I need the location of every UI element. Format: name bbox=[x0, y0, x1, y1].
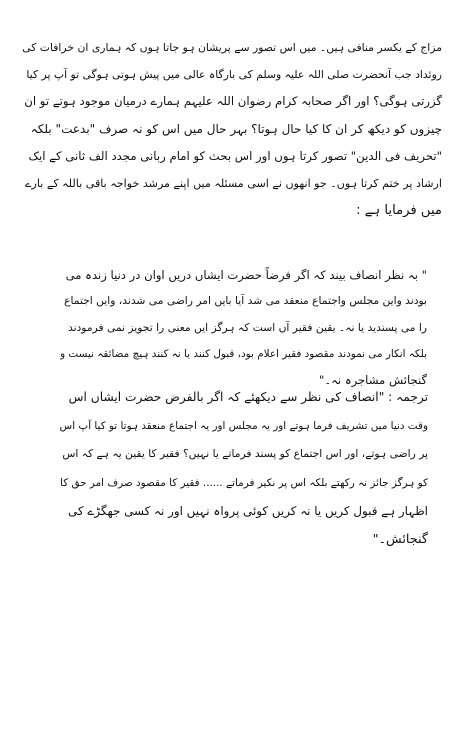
urdu-translation-line: ترجمہ : "انصاف کی نظر سے دیکھئے کہ اگر بالفرض حضرت ایشاں اس bbox=[68, 390, 428, 404]
urdu-translation-line: کو ہرگز جائز نہ رکھتے بلکہ اس پر نکیر فرماتے ...... فقیر کا مقصود صرف امر حق کا bbox=[60, 476, 428, 489]
body-line: میں فرمایا ہے : bbox=[356, 203, 442, 219]
persian-quote-line: بلکہ انکار می نمودند مقصود فقیر اعلام بود، قبول کنند یا نہ کنند ہیچ مضائقہ نیست و bbox=[60, 347, 427, 360]
urdu-translation-line: وقت دنیا میں تشریف فرما ہوتے اور یہ مجلس اور یہ اجتماع منعقد ہوتا تو کیا آپ اس bbox=[60, 419, 428, 432]
body-line: چیزوں کو دیکھ کر ان کا کیا حال ہوتا؟ بہر حال میں اس کو نہ صرف "بدعت" بلکہ bbox=[30, 121, 442, 136]
urdu-translation-line: پر راضی ہوتے، اور اس اجتماع کو پسند فرماتے یا نہیں؟ فقیر کا یقین یہ ہے کہ اس bbox=[62, 447, 428, 460]
persian-quote bbox=[60, 262, 427, 393]
persian-quote-line: گنجائش مشاجرہ نہ۔" bbox=[318, 373, 427, 388]
urdu-translation-line: اظہار ہے قبول کریں یا نہ کریں کوئی پرواہ نہیں اور نہ کسی جھگڑے کی bbox=[68, 504, 428, 518]
persian-quote-line: " بہ نظر انصاف بیند کہ اگر فرضاً حضرت ایشاں دریں اوان در دنیا زندہ می bbox=[65, 268, 427, 282]
persian-quote-line: بودند واین مجلس واجتماع منعقد می شد آیا بایں امر راضی می شدند، وایں اجتماع bbox=[64, 294, 427, 308]
body-line: ارشاد پر ختم کرتا ہوں۔ جو انھوں نے اسی مسئلہ میں اپنے مرشد خواجہ باقی باللہ کے بارے bbox=[25, 176, 442, 190]
body-line: "تحریف فی الدین" تصور کرتا ہوں اور اس بحث کو امام ربانی مجدد الف ثانی کے ایک bbox=[28, 148, 442, 163]
urdu-translation bbox=[60, 383, 428, 554]
body-line: روئداد جب آنحضرت صلی اللہ علیہ وسلم کی بارگاہ عالی میں پیش ہوتی ہوگی تو آپ پر کیا bbox=[26, 68, 442, 82]
body-paragraph bbox=[22, 34, 442, 224]
urdu-translation-line: گنجائش۔" bbox=[372, 531, 428, 547]
persian-quote-line: را می پسندید یا نہ۔ یقین فقیر آں است کہ ہرگز ایں معنی را تجویز نمی فرمودند bbox=[67, 320, 427, 334]
body-line: مزاج کے یکسر منافی ہیں۔ میں اس تصور سے پریشان ہو جاتا ہوں کہ ہماری ان خرافات کی bbox=[22, 41, 442, 54]
body-line: گزرتی ہوگی؟ اور اگر صحابہ کرام رضوان اللہ علیہم ہمارے درمیان موجود ہوتے تو ان bbox=[24, 94, 442, 109]
